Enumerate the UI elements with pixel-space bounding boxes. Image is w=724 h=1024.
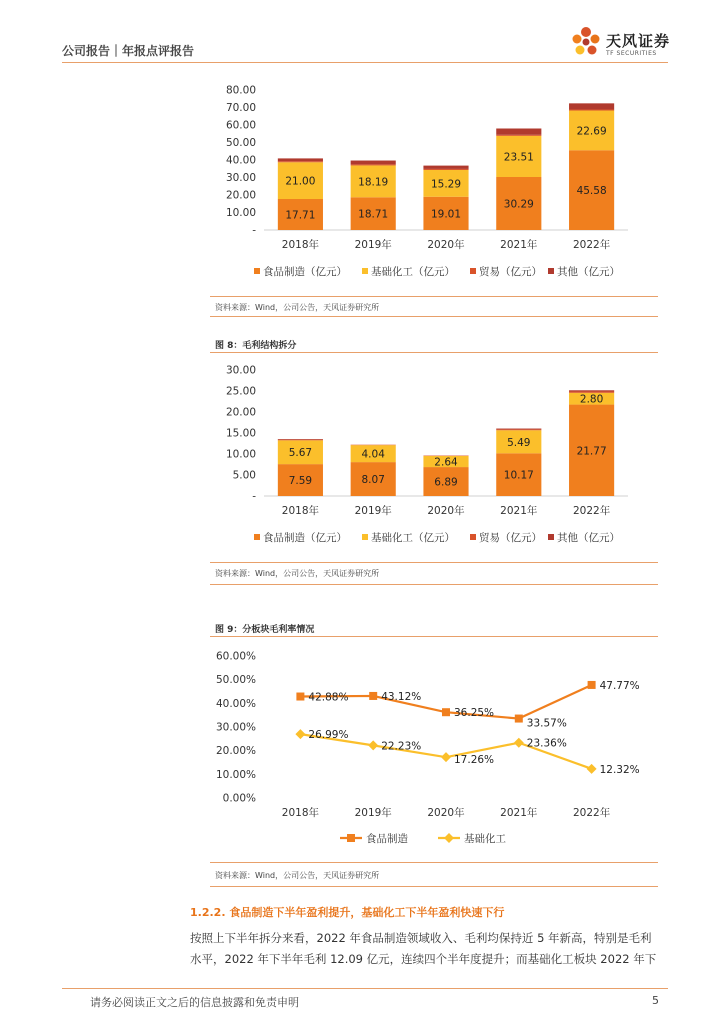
x-tick-label: 2019年 [354, 505, 392, 517]
figure8-title: 图 8：毛利结构拆分 [215, 341, 297, 351]
bar-data-label: 21.00 [285, 175, 316, 188]
bar-data-label: 22.69 [576, 125, 607, 138]
chart2-source: 资料来源：Wind，公司公告，天风证券研究所 [215, 569, 380, 578]
y-tick-label: 80.00 [225, 84, 256, 97]
legend-label: 贸易（亿元） [479, 266, 542, 278]
footer-divider [62, 988, 668, 989]
chart2-bottom-divider [210, 584, 658, 585]
point-data-label: 33.57% [526, 717, 567, 730]
bar-segment [351, 161, 396, 165]
x-tick-label: 2022年 [572, 807, 611, 819]
y-tick-label: 60.00% [215, 650, 256, 663]
y-tick-label: 15.00 [225, 427, 256, 440]
x-tick-label: 2020年 [427, 807, 465, 819]
legend-marker [347, 834, 355, 842]
x-tick-label: 2018年 [281, 505, 320, 517]
data-point [368, 740, 378, 750]
legend-label: 基础化工 [464, 833, 506, 845]
point-data-label: 12.32% [599, 763, 640, 776]
legend-label: 贸易（亿元） [479, 532, 542, 544]
figure9-title: 图 9：分板块毛利率情况 [215, 625, 315, 635]
x-tick-label: 2022年 [572, 505, 611, 517]
bar-segment [496, 135, 541, 136]
point-data-label: 26.99% [308, 729, 349, 742]
x-tick-label: 2019年 [354, 239, 392, 251]
x-tick-label: 2021年 [500, 807, 538, 819]
bar-data-label: 23.51 [503, 151, 534, 164]
bar-segment [278, 161, 323, 162]
y-tick-label: 20.00 [225, 189, 256, 202]
point-data-label: 36.25% [454, 707, 495, 720]
point-data-label: 23.36% [526, 737, 567, 750]
y-tick-label: 50.00% [215, 674, 256, 687]
y-tick-label: 30.00 [225, 364, 256, 377]
bar-segment [569, 392, 614, 393]
figure9-title-divider [210, 636, 658, 637]
y-tick-label: 30.00% [215, 721, 256, 734]
bar-data-label: 2.64 [434, 456, 458, 469]
y-tick-label: 10.00% [215, 768, 256, 781]
x-tick-label: 2018年 [281, 807, 320, 819]
point-data-label: 42.88% [308, 691, 349, 704]
bar-data-label: 8.07 [361, 474, 385, 487]
bar-data-label: 10.17 [503, 469, 534, 482]
header-divider [62, 62, 668, 63]
legend-swatch [362, 534, 368, 540]
y-tick-label: 10.00 [225, 207, 256, 219]
bar-segment [496, 429, 541, 430]
point-data-label: 43.12% [381, 690, 422, 703]
logo-text: 天风证券 [606, 32, 671, 50]
y-tick-label: 10.00 [225, 448, 256, 461]
bar-data-label: 15.29 [430, 178, 462, 191]
chart1-source: 资料来源：Wind，公司公告，天风证券研究所 [215, 303, 380, 312]
bar-segment [278, 158, 323, 161]
x-tick-label: 2020年 [427, 239, 465, 251]
tf-logo-icon [568, 24, 604, 62]
data-point [442, 708, 450, 716]
x-tick-label: 2021年 [500, 505, 538, 517]
bar-segment [278, 439, 323, 440]
bar-data-label: 17.71 [285, 209, 316, 222]
x-tick-label: 2020年 [427, 505, 465, 517]
legend-swatch [254, 268, 260, 274]
legend-swatch [470, 268, 476, 274]
data-point [515, 715, 523, 723]
y-tick-label: 50.00 [225, 137, 256, 149]
gross-profit-structure-chart [200, 358, 640, 558]
chart1-top-divider [210, 296, 658, 297]
bar-segment [423, 166, 468, 169]
x-tick-label: 2018年 [281, 239, 320, 251]
bar-data-label: 30.29 [503, 198, 534, 211]
y-tick-label: 0.00% [222, 792, 256, 805]
legend-marker [444, 833, 454, 843]
bar-data-label: 18.19 [358, 176, 389, 189]
chart3-source: 资料来源：Wind，公司公告，天风证券研究所 [215, 871, 380, 880]
legend-label: 其他（亿元） [557, 532, 620, 544]
legend-label: 食品制造（亿元） [263, 266, 347, 278]
y-tick-label: - [252, 490, 256, 503]
figure8-title-divider [210, 352, 658, 353]
bar-data-label: 19.01 [430, 208, 462, 221]
paragraph-line-1: 按照上下半年拆分来看，2022 年食品制造领域收入、毛利均保持近 5 年新高，特别是毛利 [190, 931, 652, 945]
data-point [369, 692, 377, 700]
paragraph-line-2: 水平，2022 年下半年毛利 12.09 亿元，连续四个半年度提升；而基础化工板块 2022 年下 [190, 952, 657, 966]
legend-swatch [548, 534, 554, 540]
chart3-top-divider [210, 862, 658, 863]
section-heading: 1.2.2. 食品制造下半年盈利提升，基础化工下半年盈利快速下行 [190, 906, 505, 919]
y-tick-label: 25.00 [225, 385, 256, 398]
gross-margin-chart [200, 642, 640, 856]
page-number: 5 [652, 994, 659, 1007]
bar-data-label: 18.71 [358, 208, 389, 221]
x-tick-label: 2022年 [572, 239, 611, 251]
y-tick-label: 70.00 [225, 102, 256, 114]
chart1-bottom-divider [210, 316, 658, 317]
bar-data-label: 5.49 [507, 436, 531, 449]
x-tick-label: 2019年 [354, 807, 392, 819]
legend-label: 食品制造（亿元） [263, 532, 347, 544]
bar-data-label: 7.59 [288, 475, 313, 488]
bar-data-label: 6.89 [434, 476, 458, 489]
point-data-label: 22.23% [381, 740, 422, 753]
bar-segment [569, 109, 614, 110]
bar-data-label: 4.04 [361, 448, 385, 461]
bar-data-label: 2.80 [579, 393, 604, 406]
y-tick-label: 30.00 [225, 172, 256, 184]
report-type: 公司报告｜年报点评报告 [62, 44, 195, 58]
bar-segment [569, 103, 614, 109]
bar-data-label: 45.58 [576, 185, 607, 198]
chart3-bottom-divider [210, 886, 658, 887]
data-point [441, 752, 451, 762]
data-point [588, 681, 596, 689]
bar-data-label: 21.77 [576, 445, 607, 458]
legend-label: 食品制造 [366, 833, 408, 845]
bar-segment [496, 129, 541, 135]
y-tick-label: 20.00 [225, 406, 256, 419]
bar-data-label: 5.67 [288, 447, 313, 460]
legend-swatch [548, 268, 554, 274]
legend-label: 基础化工（亿元） [371, 266, 455, 278]
y-tick-label: 60.00 [225, 119, 256, 132]
x-tick-label: 2021年 [500, 239, 538, 251]
data-point [514, 738, 524, 748]
y-tick-label: 40.00 [225, 154, 256, 167]
legend-label: 基础化工（亿元） [371, 532, 455, 544]
y-tick-label: 5.00 [232, 469, 256, 482]
point-data-label: 17.26% [454, 754, 495, 767]
data-point [295, 729, 305, 739]
bar-segment [423, 169, 468, 170]
bar-segment [569, 390, 614, 391]
legend-swatch [362, 268, 368, 274]
bar-segment [496, 429, 541, 430]
bar-segment [278, 440, 323, 441]
data-point [587, 764, 597, 774]
footer-disclaimer: 请务必阅读正文之后的信息披露和免责申明 [90, 996, 299, 1009]
bar-segment [351, 164, 396, 165]
logo-subtext: TF SECURITIES [606, 50, 657, 57]
legend-swatch [470, 534, 476, 540]
point-data-label: 47.77% [599, 679, 640, 692]
legend-label: 其他（亿元） [557, 266, 620, 278]
legend-swatch [254, 534, 260, 540]
y-tick-label: 20.00% [215, 745, 256, 758]
data-point [296, 693, 304, 701]
chart2-top-divider [210, 562, 658, 563]
revenue-structure-chart [200, 80, 640, 290]
y-tick-label: 40.00% [215, 697, 256, 710]
y-tick-label: - [252, 224, 256, 237]
